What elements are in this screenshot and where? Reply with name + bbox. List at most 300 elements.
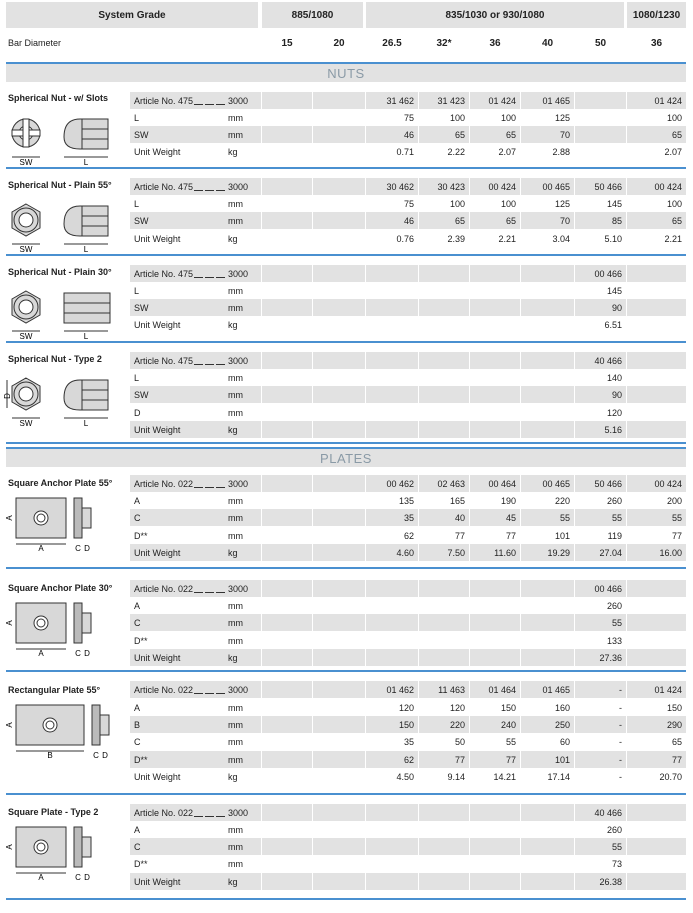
cell-value xyxy=(313,492,361,509)
cell-value xyxy=(521,265,570,282)
cell-value: 00 465 xyxy=(542,478,570,489)
cell-value: 73 xyxy=(611,858,622,869)
cell-value xyxy=(627,421,682,438)
grade-835-1030: 835/1030 or 930/1080 xyxy=(366,2,624,28)
cell-value: 02 463 xyxy=(437,478,465,489)
cell-value xyxy=(419,632,465,649)
cell-value xyxy=(470,821,516,838)
table-row xyxy=(130,475,686,492)
cell-value xyxy=(262,475,308,492)
svg-text:A: A xyxy=(5,515,14,521)
svg-text:A: A xyxy=(5,722,14,728)
cell-value xyxy=(521,369,570,386)
cell-value: 145 xyxy=(606,198,622,209)
cell-value xyxy=(313,369,361,386)
row-label: L xyxy=(134,198,140,209)
cell-value: 77 xyxy=(505,530,516,541)
cell-value: 140 xyxy=(606,372,622,383)
cell-value xyxy=(313,699,361,716)
cell-value: 16.00 xyxy=(659,547,682,558)
row-unit: mm xyxy=(228,736,243,747)
cell-value xyxy=(575,143,622,160)
cell-value xyxy=(313,681,361,698)
cell-value: 120 xyxy=(398,702,414,713)
cell-value: 60 xyxy=(559,736,570,747)
cell-value xyxy=(521,804,570,821)
cell-value: 250 xyxy=(554,719,570,730)
cell-value xyxy=(627,614,682,631)
cell-value xyxy=(313,873,361,890)
cell-value xyxy=(419,821,465,838)
cell-value xyxy=(627,632,682,649)
cell-value xyxy=(366,821,414,838)
cell-value xyxy=(313,212,361,229)
row-label: Unit Weight xyxy=(134,652,181,663)
cell-value: 00 464 xyxy=(488,478,516,489)
cell-value xyxy=(313,751,361,768)
cell-value xyxy=(366,597,414,614)
cell-value xyxy=(419,580,465,597)
cell-value: 01 424 xyxy=(654,684,682,695)
cell-value: 27.36 xyxy=(599,652,622,663)
table-row xyxy=(130,126,686,143)
cell-value: 55 xyxy=(505,736,516,747)
cell-value: 00 424 xyxy=(654,181,682,192)
cell-value xyxy=(419,421,465,438)
product-title: Square Plate - Type 2 xyxy=(8,807,99,817)
cell-value xyxy=(419,386,465,403)
cell-value xyxy=(366,855,414,872)
cell-value: 14.21 xyxy=(493,771,516,782)
cell-value: 3.04 xyxy=(552,233,570,244)
table-row xyxy=(130,544,686,561)
cell-value: 0.76 xyxy=(396,233,414,244)
article-suffix: 3000 xyxy=(228,807,249,818)
cell-value xyxy=(262,733,308,750)
cell-value: 150 xyxy=(500,702,516,713)
cell-value xyxy=(262,681,308,698)
cell-value: 75 xyxy=(403,112,414,123)
cell-value xyxy=(313,632,361,649)
cell-value xyxy=(521,299,570,316)
cell-value xyxy=(521,838,570,855)
cell-value: 55 xyxy=(611,617,622,628)
cell-value xyxy=(470,352,516,369)
cell-value xyxy=(313,597,361,614)
row-label: A xyxy=(134,824,141,835)
product-title: Spherical Nut - Plain 55° xyxy=(8,180,112,190)
row-unit: mm xyxy=(228,617,243,628)
article-suffix: 3000 xyxy=(228,355,249,366)
product-title: Square Anchor Plate 55° xyxy=(8,478,113,488)
cell-value xyxy=(419,614,465,631)
bar-diameter-value: 36 xyxy=(489,37,501,49)
row-unit: mm xyxy=(228,858,243,869)
cell-value: 120 xyxy=(449,702,465,713)
cell-value xyxy=(521,580,570,597)
cell-value: 70 xyxy=(559,215,570,226)
cell-value xyxy=(470,316,516,333)
cell-value: 125 xyxy=(554,112,570,123)
cell-value xyxy=(419,838,465,855)
cell-value xyxy=(366,804,414,821)
row-label: A xyxy=(134,495,141,506)
square-plate-type-2-drawing xyxy=(4,821,122,885)
cell-value xyxy=(521,821,570,838)
cell-value xyxy=(313,404,361,421)
cell-value xyxy=(521,873,570,890)
table-row xyxy=(130,509,686,526)
row-label: A xyxy=(134,600,141,611)
article-suffix: 3000 xyxy=(228,268,249,279)
cell-value xyxy=(262,230,308,247)
table-row xyxy=(130,649,686,666)
cell-value xyxy=(419,404,465,421)
table-row xyxy=(130,632,686,649)
table-row xyxy=(130,821,686,838)
table-row xyxy=(130,352,686,369)
row-label: C xyxy=(134,617,141,628)
cell-value: 133 xyxy=(606,635,622,646)
cell-value: 01 424 xyxy=(488,95,516,106)
row-label: Unit Weight xyxy=(134,146,181,157)
cell-value: 2.21 xyxy=(498,233,516,244)
table-row xyxy=(130,195,686,212)
cell-value: 77 xyxy=(454,754,465,765)
cell-value xyxy=(521,316,570,333)
row-unit: mm xyxy=(228,635,243,646)
bar-diameter-value: 40 xyxy=(541,37,554,49)
cell-value xyxy=(366,316,414,333)
row-label: C xyxy=(134,512,141,523)
svg-text:SW: SW xyxy=(19,332,33,341)
row-label: SW xyxy=(134,215,149,226)
cell-value: 135 xyxy=(398,495,414,506)
cell-value xyxy=(313,527,361,544)
cell-value xyxy=(262,751,308,768)
cell-value xyxy=(313,195,361,212)
cell-value xyxy=(366,369,414,386)
cell-value xyxy=(470,421,516,438)
product-title: Rectangular Plate 55° xyxy=(8,685,101,695)
cell-value: 100 xyxy=(449,112,465,123)
cell-value: 50 xyxy=(454,736,465,747)
cell-value: 190 xyxy=(500,495,516,506)
table-row xyxy=(130,873,686,890)
svg-text:D: D xyxy=(84,873,90,882)
row-unit: kg xyxy=(228,319,238,330)
row-label: L xyxy=(134,112,140,123)
cell-value: 101 xyxy=(554,754,570,765)
cell-value: 260 xyxy=(606,495,622,506)
article-suffix: 3000 xyxy=(228,583,249,594)
cell-value: 00 466 xyxy=(594,268,622,279)
row-unit: kg xyxy=(228,876,238,887)
cell-value xyxy=(470,265,516,282)
bar-diameter-value: 36 xyxy=(650,37,663,49)
cell-value xyxy=(313,126,361,143)
group-divider xyxy=(6,442,686,444)
cell-value: 01 465 xyxy=(542,95,570,106)
cell-value: 2.07 xyxy=(664,146,682,157)
cell-value xyxy=(521,352,570,369)
row-unit: kg xyxy=(228,233,238,244)
cell-value: 120 xyxy=(606,407,622,418)
table-row xyxy=(130,404,686,421)
cell-value: 26.38 xyxy=(599,876,622,887)
cell-value: 00 466 xyxy=(594,583,622,594)
cell-value xyxy=(419,316,465,333)
spherical-nut-plain-55-drawing xyxy=(4,194,122,258)
cell-value xyxy=(313,768,361,785)
cell-value: 35 xyxy=(403,512,414,523)
svg-text:D: D xyxy=(84,544,90,553)
cell-value xyxy=(262,352,308,369)
cell-value: 46 xyxy=(403,215,414,226)
table-row xyxy=(130,386,686,403)
cell-value xyxy=(419,855,465,872)
row-unit: mm xyxy=(228,512,243,523)
row-label: D** xyxy=(134,635,148,646)
row-label: SW xyxy=(134,129,149,140)
cell-value xyxy=(313,282,361,299)
group-divider xyxy=(6,567,686,569)
cell-value xyxy=(313,109,361,126)
table-row xyxy=(130,299,686,316)
row-unit: kg xyxy=(228,424,238,435)
cell-value xyxy=(313,475,361,492)
table-row xyxy=(130,230,686,247)
cell-value xyxy=(313,614,361,631)
cell-value xyxy=(366,265,414,282)
cell-value: 4.60 xyxy=(396,547,414,558)
svg-text:C: C xyxy=(75,873,81,882)
row-unit: mm xyxy=(228,600,243,611)
cell-value xyxy=(313,804,361,821)
cell-value xyxy=(470,282,516,299)
cell-value: 85 xyxy=(611,215,622,226)
svg-text:A: A xyxy=(38,649,44,658)
cell-value xyxy=(366,873,414,890)
table-row xyxy=(130,369,686,386)
table-row xyxy=(130,492,686,509)
cell-value xyxy=(521,614,570,631)
table-row xyxy=(130,614,686,631)
row-label: Article No. 022 xyxy=(134,475,226,492)
cell-value xyxy=(262,212,308,229)
row-label: C xyxy=(134,736,141,747)
cell-value: 01 465 xyxy=(542,684,570,695)
cell-value xyxy=(313,299,361,316)
cell-value: 40 xyxy=(454,512,465,523)
cell-value xyxy=(627,404,682,421)
row-label: D** xyxy=(134,530,148,541)
cell-value xyxy=(262,492,308,509)
cell-value: 260 xyxy=(606,600,622,611)
bar-diameter-value: 50 xyxy=(594,37,607,49)
row-unit: mm xyxy=(228,495,243,506)
row-unit: mm xyxy=(228,372,243,383)
cell-value xyxy=(262,821,308,838)
row-unit: mm xyxy=(228,302,243,313)
cell-value xyxy=(262,838,308,855)
product-title: Spherical Nut - w/ Slots xyxy=(8,93,109,103)
row-unit: mm xyxy=(228,198,243,209)
cell-value: 77 xyxy=(505,754,516,765)
cell-value: 45 xyxy=(505,512,516,523)
cell-value xyxy=(262,143,308,160)
cell-value xyxy=(627,282,682,299)
cell-value xyxy=(627,352,682,369)
cell-value xyxy=(262,195,308,212)
cell-value xyxy=(262,92,308,109)
table-row xyxy=(130,527,686,544)
cell-value xyxy=(262,509,308,526)
cell-value xyxy=(521,632,570,649)
table-row xyxy=(130,265,686,282)
row-label: Article No. 475 xyxy=(134,92,226,109)
product-title: Square Anchor Plate 30° xyxy=(8,583,113,593)
cell-value xyxy=(262,109,308,126)
cell-value: 200 xyxy=(666,495,682,506)
cell-value xyxy=(521,386,570,403)
cell-value: 119 xyxy=(607,530,622,541)
cell-value: 20.70 xyxy=(659,771,682,782)
row-label: D xyxy=(134,407,141,418)
cell-value: 240 xyxy=(500,719,516,730)
cell-value: 5.10 xyxy=(604,233,622,244)
cell-value: 101 xyxy=(554,530,570,541)
bar-diameter-value: 15 xyxy=(281,37,293,49)
cell-value xyxy=(521,597,570,614)
cell-value: 9.14 xyxy=(447,771,465,782)
cell-value: - xyxy=(619,684,622,695)
cell-value: 62 xyxy=(403,754,414,765)
svg-text:L: L xyxy=(83,332,89,341)
cell-value xyxy=(313,544,361,561)
cell-value xyxy=(262,316,308,333)
row-label: SW xyxy=(134,389,149,400)
cell-value: - xyxy=(619,754,622,765)
cell-value xyxy=(521,421,570,438)
cell-value xyxy=(470,855,516,872)
cell-value: 6.51 xyxy=(604,319,622,330)
table-row xyxy=(130,282,686,299)
svg-text:SW: SW xyxy=(19,419,33,428)
cell-value xyxy=(419,369,465,386)
article-suffix: 3000 xyxy=(228,95,249,106)
cell-value: 100 xyxy=(666,198,682,209)
table-row xyxy=(130,580,686,597)
svg-text:B: B xyxy=(47,751,53,760)
cell-value: 65 xyxy=(671,215,682,226)
row-label: Article No. 475 xyxy=(134,265,226,282)
system-grade-label: System Grade xyxy=(6,2,258,28)
row-label: A xyxy=(134,702,141,713)
cell-value xyxy=(313,143,361,160)
cell-value: 100 xyxy=(449,198,465,209)
cell-value xyxy=(419,299,465,316)
svg-text:SW: SW xyxy=(19,158,33,167)
svg-text:A: A xyxy=(38,544,44,553)
cell-value xyxy=(627,386,682,403)
svg-text:A: A xyxy=(5,844,14,850)
row-label: Unit Weight xyxy=(134,771,181,782)
svg-text:A: A xyxy=(38,873,44,882)
cell-value xyxy=(575,126,622,143)
cell-value: 01 464 xyxy=(488,684,516,695)
group-divider xyxy=(6,670,686,672)
cell-value xyxy=(262,716,308,733)
cell-value xyxy=(366,386,414,403)
cell-value: 220 xyxy=(554,495,570,506)
product-title: Spherical Nut - Plain 30° xyxy=(8,267,112,277)
cell-value: 90 xyxy=(611,389,622,400)
row-unit: mm xyxy=(228,285,243,296)
cell-value: 50 466 xyxy=(594,181,622,192)
cell-value xyxy=(313,855,361,872)
square-anchor-plate-30-drawing xyxy=(4,597,122,661)
row-label: L xyxy=(134,372,140,383)
row-label: Article No. 475 xyxy=(134,352,226,369)
cell-value xyxy=(262,580,308,597)
cell-value xyxy=(470,597,516,614)
cell-value: - xyxy=(619,702,622,713)
svg-text:D: D xyxy=(3,393,12,399)
cell-value: 30 462 xyxy=(386,181,414,192)
table-row xyxy=(130,681,686,698)
square-anchor-plate-55-drawing xyxy=(4,492,122,556)
cell-value: 46 xyxy=(403,129,414,140)
row-label: Article No. 022 xyxy=(134,580,226,597)
cell-value: 100 xyxy=(666,112,682,123)
cell-value xyxy=(627,580,682,597)
cell-value: 31 423 xyxy=(437,95,465,106)
cell-value: 40 466 xyxy=(594,807,622,818)
cell-value xyxy=(627,265,682,282)
cell-value xyxy=(627,369,682,386)
group-divider xyxy=(6,254,686,256)
row-unit: mm xyxy=(228,702,243,713)
cell-value: 35 xyxy=(403,736,414,747)
section-plates: PLATES xyxy=(6,447,686,467)
cell-value xyxy=(313,838,361,855)
cell-value xyxy=(521,855,570,872)
grade-885-1080: 885/1080 xyxy=(262,2,363,28)
section-nuts: NUTS xyxy=(6,62,686,82)
cell-value: 31 462 xyxy=(386,95,414,106)
row-label: C xyxy=(134,841,141,852)
cell-value xyxy=(262,632,308,649)
cell-value xyxy=(366,404,414,421)
cell-value xyxy=(313,580,361,597)
cell-value: 00 424 xyxy=(654,478,682,489)
table-row xyxy=(130,838,686,855)
row-unit: mm xyxy=(228,824,243,835)
cell-value xyxy=(262,597,308,614)
article-suffix: 3000 xyxy=(228,478,249,489)
cell-value: 27.04 xyxy=(599,547,622,558)
cell-value: 30 423 xyxy=(437,181,465,192)
cell-value xyxy=(313,509,361,526)
cell-value xyxy=(262,265,308,282)
svg-text:C: C xyxy=(75,544,81,553)
cell-value xyxy=(470,386,516,403)
row-label: SW xyxy=(134,302,149,313)
table-header xyxy=(0,0,693,59)
cell-value xyxy=(470,404,516,421)
cell-value xyxy=(366,580,414,597)
